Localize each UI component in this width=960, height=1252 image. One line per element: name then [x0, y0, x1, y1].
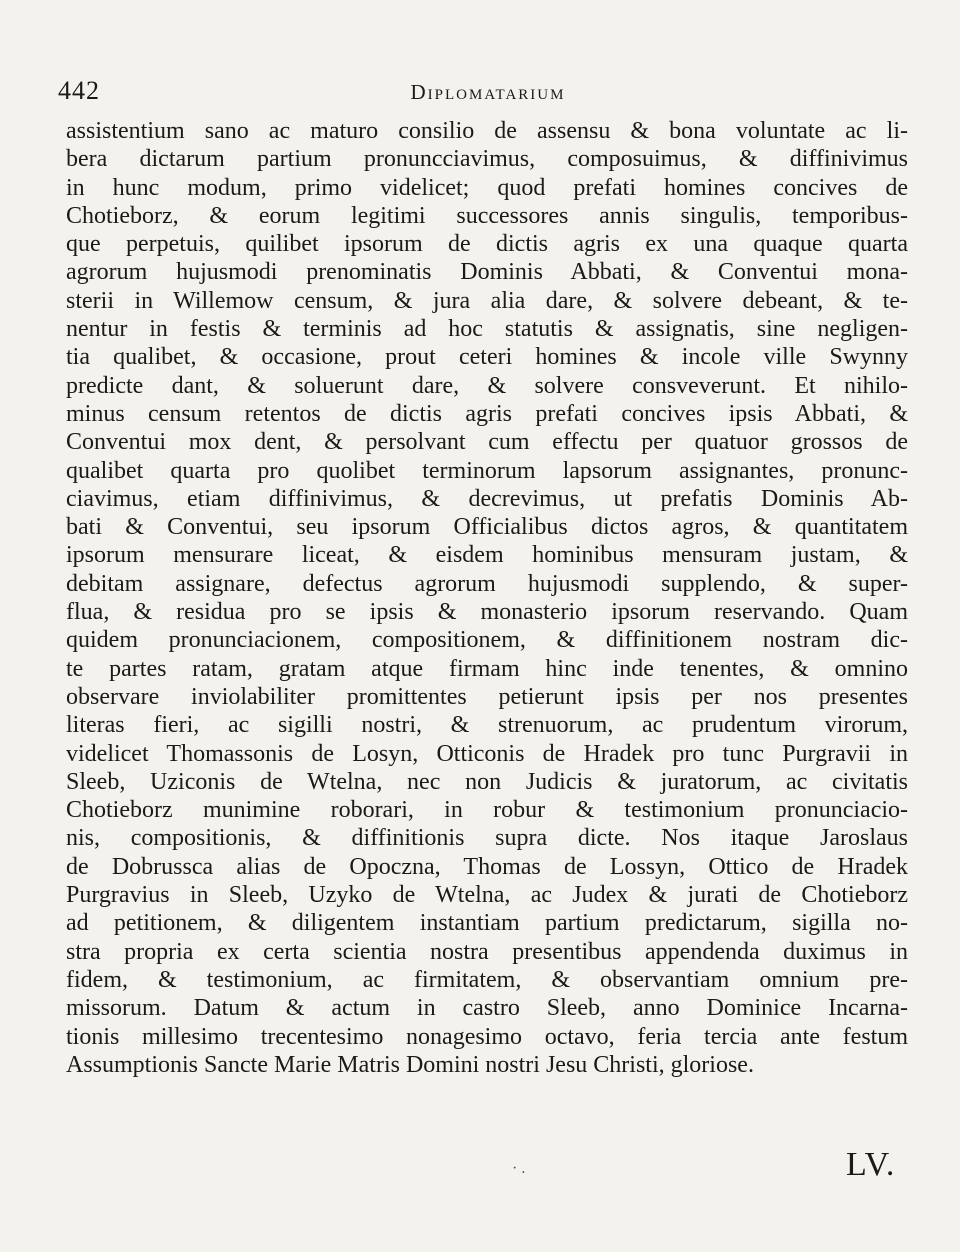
text-line: quidem pronunciacionem, compositionem, & diffinitionem nostram dic- — [66, 627, 908, 654]
text-line: videlicet Thomassonis de Losyn, Otticonis de Hradek pro tunc Purgravii in — [66, 740, 908, 767]
body-text — [66, 117, 908, 1079]
text-line: ad petitionem, & diligentem instantiam partium predictarum, sigilla no- — [66, 910, 908, 937]
text-line: de Dobrussca alias de Opoczna, Thomas de Lossyn, Ottico de Hradek — [66, 853, 908, 880]
text-line: bati & Conventui, seu ipsorum Officialibus dictos agros, & quantitatem — [66, 514, 908, 541]
text-line: te partes ratam, gratam atque firmam hinc inde tenentes, & omnino — [66, 655, 908, 682]
running-title: Diplomatarium — [410, 80, 566, 104]
text-line: flua, & residua pro se ipsis & monasterio ipsorum reservando. Quam — [66, 599, 908, 626]
text-line: que perpetuis, quilibet ipsorum de dictis agris ex una quaque quarta — [66, 231, 908, 258]
text-line: agrorum hujusmodi prenominatis Dominis Abbati, & Conventui mona- — [66, 259, 908, 286]
text-line: sterii in Willemow censum, & jura alia dare, & solvere debeant, & te- — [66, 287, 908, 314]
text-line: stra propria ex certa scientia nostra presentibus appendenda duximus in — [66, 938, 908, 965]
text-line: predicte dant, & soluerunt dare, & solvere consveverunt. Et nihilo- — [66, 372, 908, 399]
signature-mark: LV. — [846, 1146, 896, 1183]
text-line: Chotieborz munimine roborari, in robur & testimonium pronunciacio- — [66, 797, 908, 824]
text-line: ipsorum mensurare liceat, & eisdem hominibus mensuram justam, & — [66, 542, 908, 569]
text-line: assistentium sano ac maturo consilio de assensu & bona voluntate ac li- — [66, 118, 908, 144]
text-line: tia qualibet, & occasione, prout ceteri homines & incole ville Swynny — [66, 344, 908, 371]
text-line: Sleeb, Uziconis de Wtelna, nec non Judicis & juratorum, ac civitatis — [66, 768, 908, 795]
text-line: ciavimus, etiam diffinivimus, & decrevimus, ut prefatis Dominis Ab- — [66, 485, 908, 512]
text-line: Chotieborz, & eorum legitimi successores annis singulis, temporibus- — [66, 202, 908, 229]
text-line: literas fieri, ac sigilli nostri, & strenuorum, ac prudentum virorum, — [66, 712, 908, 739]
text-line: missorum. Datum & actum in castro Sleeb, anno Dominice Incarna- — [66, 995, 908, 1022]
print-speck: · . — [512, 1160, 526, 1177]
text-line: minus censum retentos de dictis agris prefati concives ipsis Abbati, & — [66, 400, 908, 427]
text-line: Purgravius in Sleeb, Uzyko de Wtelna, ac Judex & jurati de Chotieborz — [66, 882, 908, 909]
text-line: Assumptionis Sancte Marie Matris Domini nostri Jesu Christi, gloriose. — [66, 1051, 754, 1078]
text-line: tionis millesimo trecentesimo nonagesimo octavo, feria tercia ante festum — [66, 1023, 908, 1050]
page-number: 442 — [58, 76, 100, 105]
text-line: qualibet quarta pro quolibet terminorum lapsorum assignantes, pronunc- — [66, 457, 908, 484]
text-line: in hunc modum, primo videlicet; quod prefati homines concives de — [66, 174, 908, 201]
text-line: Conventui mox dent, & persolvant cum effectu per quatuor grossos de — [66, 429, 908, 456]
text-line: observare inviolabiliter promittentes petierunt ipsis per nos presentes — [66, 683, 908, 710]
page-header — [58, 76, 910, 112]
text-line: nis, compositionis, & diffinitionis supra dicte. Nos itaque Jaroslaus — [66, 825, 908, 852]
text-line: debitam assignare, defectus agrorum hujusmodi supplendo, & super- — [66, 570, 908, 597]
text-line: fidem, & testimonium, ac firmitatem, & observantiam omnium pre- — [66, 966, 908, 993]
text-line: bera dictarum partium pronuncciavimus, composuimus, & diffinivimus — [66, 146, 908, 173]
text-line: nentur in festis & terminis ad hoc statutis & assignatis, sine negligen- — [66, 316, 908, 343]
